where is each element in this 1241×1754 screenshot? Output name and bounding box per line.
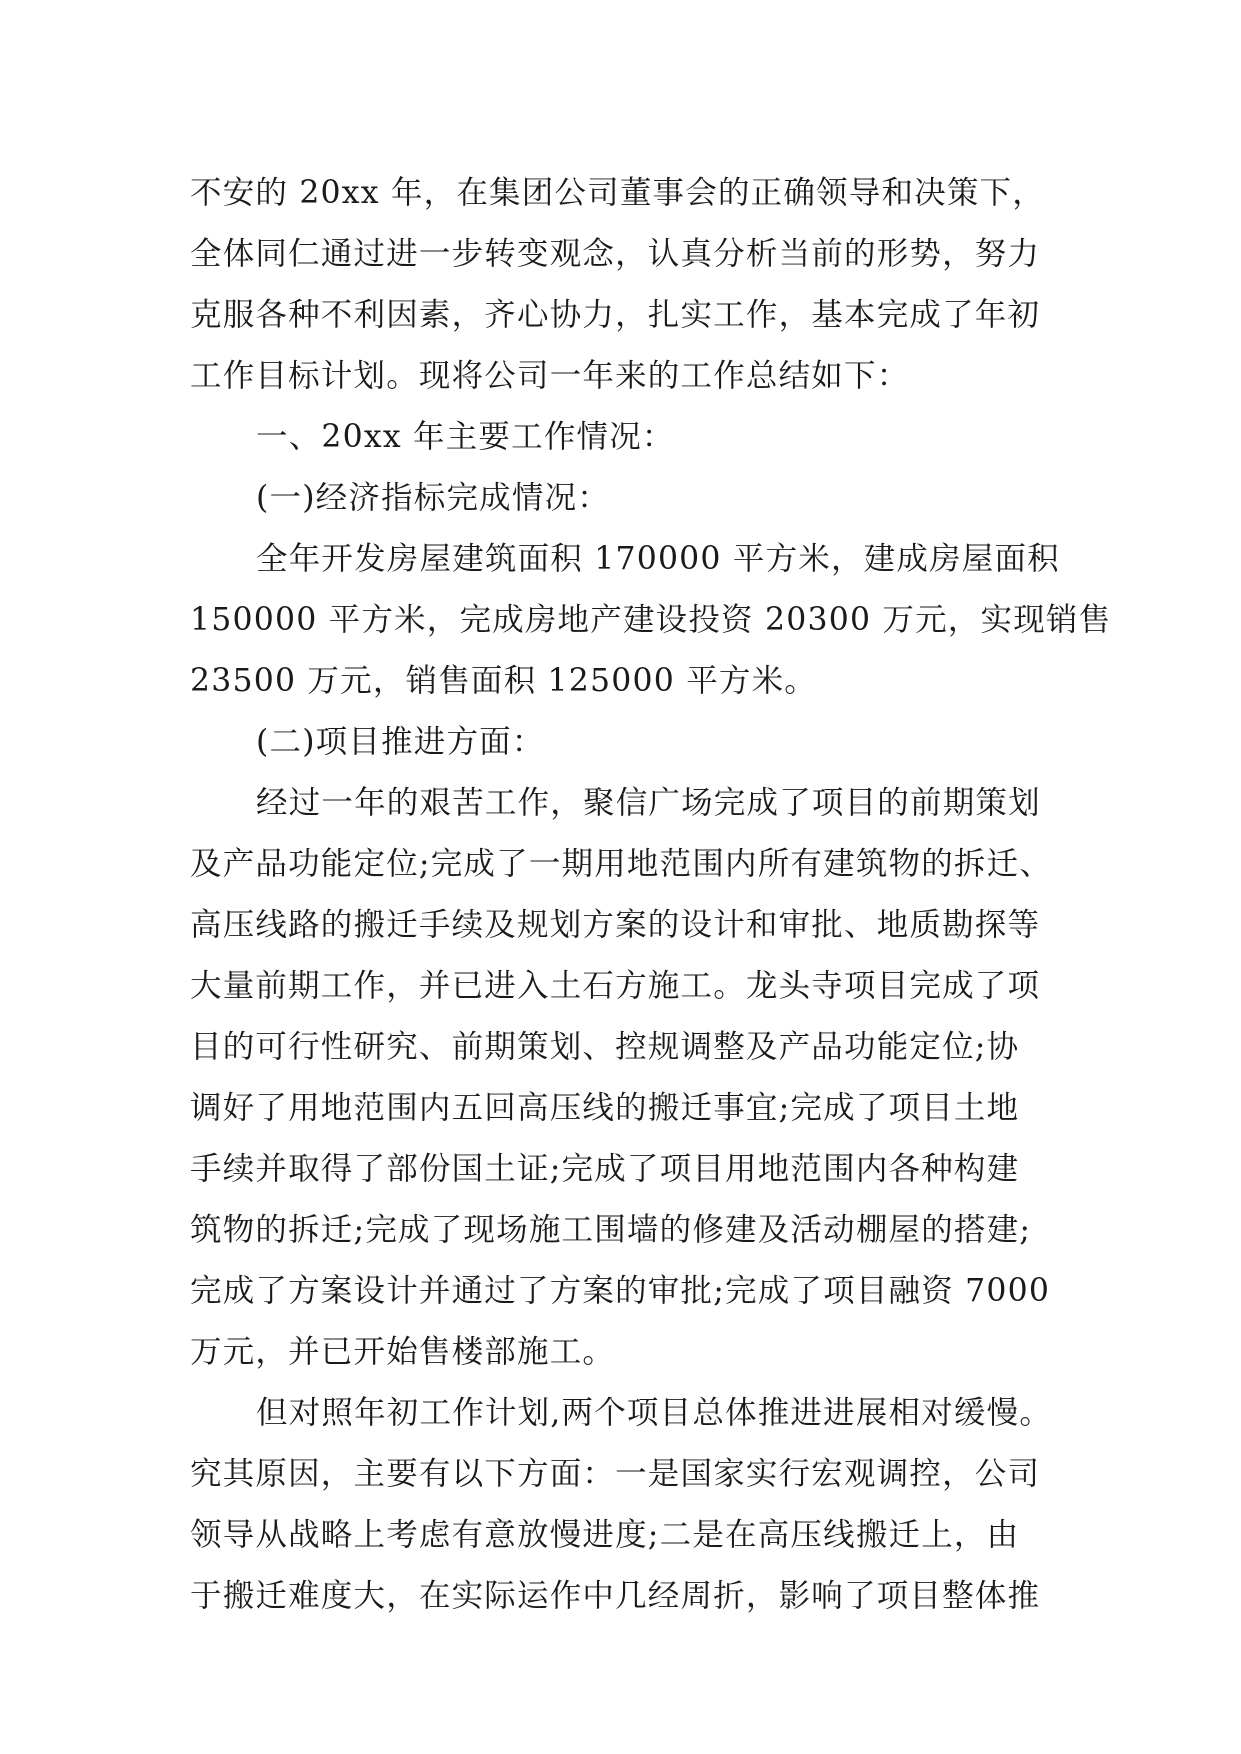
text-line: 经过一年的艰苦工作，聚信广场完成了项目的前期策划 bbox=[256, 785, 1041, 821]
text-line: 筑物的拆迁;完成了现场施工围墙的修建及活动棚屋的搭建; bbox=[190, 1212, 1032, 1248]
text-line: 究其原因，主要有以下方面：一是国家实行宏观调控，公司 bbox=[190, 1456, 1041, 1492]
text-line: 但对照年初工作计划,两个项目总体推进进展相对缓慢。 bbox=[256, 1395, 1053, 1431]
text-line: 及产品功能定位;完成了一期用地范围内所有建筑物的拆迁、 bbox=[190, 846, 1053, 882]
text-line: 不安的 20xx 年，在集团公司董事会的正确领导和决策下， bbox=[190, 175, 1045, 211]
section-heading: 一、20xx 年主要工作情况： bbox=[256, 419, 675, 455]
text-line: 目的可行性研究、前期策划、控规调整及产品功能定位;协 bbox=[190, 1029, 1020, 1065]
subsection-heading: (一)经济指标完成情况： bbox=[256, 480, 610, 516]
text-line: 调好了用地范围内五回高压线的搬迁事宜;完成了项目土地 bbox=[190, 1090, 1020, 1126]
text-line: 于搬迁难度大，在实际运作中几经周折，影响了项目整体推 bbox=[190, 1578, 1041, 1614]
text-line: 领导从战略上考虑有意放慢进度;二是在高压线搬迁上，由 bbox=[190, 1517, 1020, 1553]
text-line: 23500 万元，销售面积 125000 平方米。 bbox=[190, 663, 817, 699]
subsection-heading: (二)项目推进方面： bbox=[256, 724, 545, 760]
document-body bbox=[190, 163, 1112, 1627]
text-line: 克服各种不利因素，齐心协力，扎实工作，基本完成了年初 bbox=[190, 297, 1041, 333]
text-line: 万元，并已开始售楼部施工。 bbox=[190, 1334, 616, 1370]
text-line: 手续并取得了部份国土证;完成了项目用地范围内各种构建 bbox=[190, 1151, 1020, 1187]
text-line: 完成了方案设计并通过了方案的审批;完成了项目融资 7000 bbox=[190, 1273, 1051, 1309]
text-line: 150000 平方米，完成房地产建设投资 20300 万元，实现销售 bbox=[190, 602, 1112, 638]
text-line: 高压线路的搬迁手续及规划方案的设计和审批、地质勘探等 bbox=[190, 907, 1041, 943]
text-line: 大量前期工作，并已进入土石方施工。龙头寺项目完成了项 bbox=[190, 968, 1041, 1004]
text-line: 全年开发房屋建筑面积 170000 平方米，建成房屋面积 bbox=[256, 541, 1060, 577]
text-line: 工作目标计划。现将公司一年来的工作总结如下： bbox=[190, 358, 910, 394]
text-line: 全体同仁通过进一步转变观念，认真分析当前的形势，努力 bbox=[190, 236, 1041, 272]
